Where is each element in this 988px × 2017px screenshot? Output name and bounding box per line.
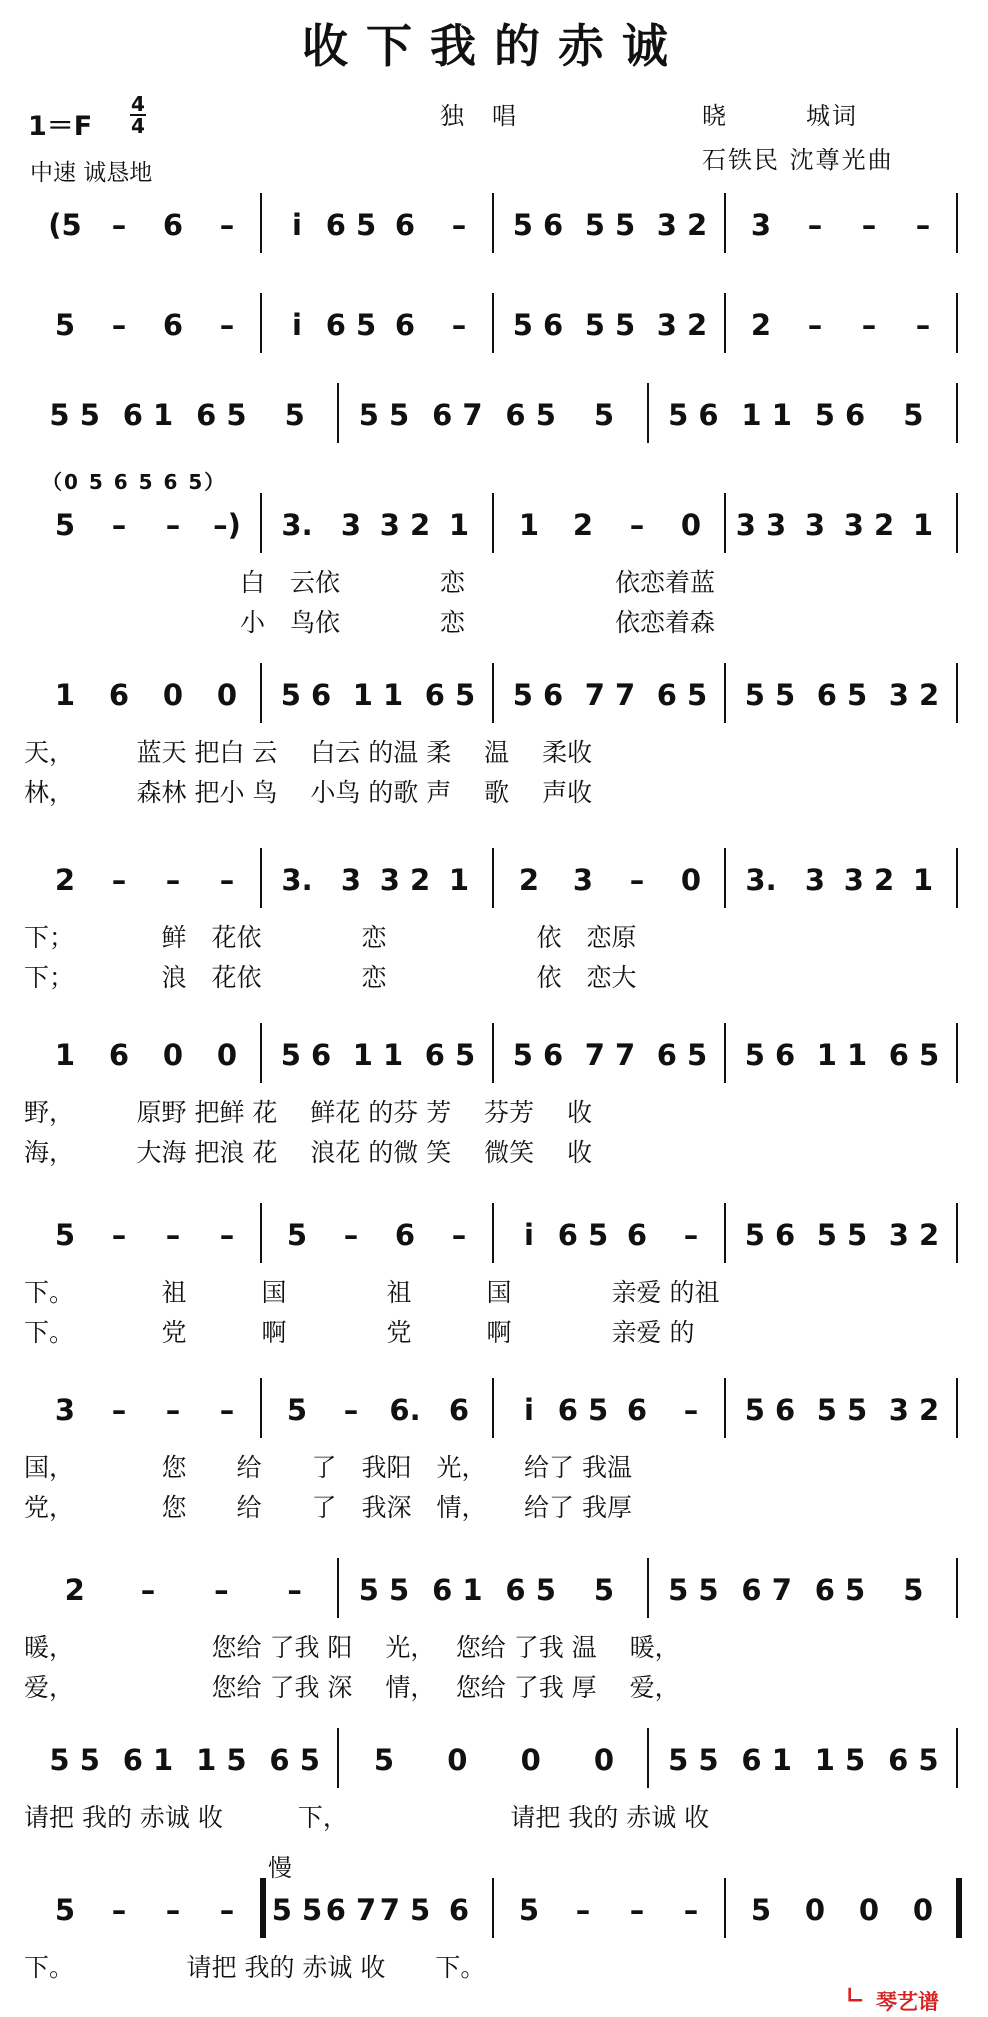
note: 5 6 [512, 208, 564, 242]
note: 6 5 [505, 398, 556, 432]
note: 3 2 [656, 208, 708, 242]
note: 3 2 [888, 1218, 940, 1252]
lyric-line: 暖， 您给 了我 阳 光， 您给 了我 温 暖， [24, 1633, 680, 1662]
lyric-line: 请把 我的 赤诚 收 下， 请把 我的 赤诚 收 [24, 1803, 710, 1832]
bar-line [492, 493, 494, 553]
bar-line [260, 1023, 262, 1083]
lyric-line: 下。 请把 我的 赤诚 收 下。 [24, 1953, 486, 1982]
meter-bottom: 4 [131, 114, 145, 138]
note: 0 [520, 1743, 541, 1777]
note: 5 6 [280, 1038, 332, 1072]
bar-line [492, 1023, 494, 1083]
note: 1 [54, 1038, 76, 1072]
lyric-line: 林， 森林 把小 鸟 小鸟 的歌 声 歌 声收 [24, 778, 593, 807]
bar-line [956, 193, 958, 253]
note-line [0, 1390, 988, 1450]
note: 1 5 [196, 1743, 247, 1777]
note: i [292, 308, 302, 342]
note-line [0, 205, 988, 265]
note: 3 2 [656, 308, 708, 342]
note: 1 1 [352, 678, 404, 712]
note: 3 [340, 863, 362, 897]
note: 5 6 [744, 1218, 796, 1252]
note: 0 [216, 678, 238, 712]
note: – [219, 1393, 235, 1427]
note: – [165, 1218, 181, 1252]
note: – [629, 863, 645, 897]
note: 6 [394, 208, 416, 242]
note: 5 5 [271, 1893, 323, 1927]
bar-line [647, 383, 649, 443]
song-title: 收下我的赤诚 [302, 19, 686, 73]
note: 3 2 [888, 678, 940, 712]
note: 5 [54, 1218, 76, 1252]
note: 3 [804, 508, 826, 542]
note: 5 [903, 1573, 924, 1607]
bar-line [956, 1023, 958, 1083]
note: 5 [518, 1893, 540, 1927]
lyric-line: 下。 祖 国 祖 国 亲爱 的祖 [24, 1278, 720, 1307]
note: 6 5 [505, 1573, 556, 1607]
note: 6 [108, 1038, 130, 1072]
note: 6 1 [741, 1743, 792, 1777]
note: 6 5 [269, 1743, 320, 1777]
bar-line [724, 193, 726, 253]
note: 3. [281, 863, 313, 897]
note-line [0, 1215, 988, 1275]
note: 2 [54, 863, 76, 897]
note: 5 6 [512, 308, 564, 342]
note: 7 7 [584, 678, 636, 712]
note: 6 [626, 1218, 648, 1252]
note: 6 1 [432, 1573, 483, 1607]
note: 6 [448, 1393, 470, 1427]
note: – [807, 208, 823, 242]
note: 5 [750, 1893, 772, 1927]
note: 3 [804, 863, 826, 897]
note: 3 2 [888, 1393, 940, 1427]
bar-line [724, 293, 726, 353]
note: – [111, 308, 127, 342]
note: 0 [216, 1038, 238, 1072]
note: 5 6 [668, 398, 719, 432]
note: – [451, 208, 467, 242]
note: 6 5 [325, 208, 377, 242]
lyricist-credit: 晓 城词 [702, 102, 858, 130]
note: 5 5 [584, 208, 636, 242]
bar-line [956, 1378, 958, 1438]
note: – [683, 1218, 699, 1252]
bar-line [956, 1203, 958, 1263]
note: 6 5 [557, 1218, 609, 1252]
note-line [0, 395, 988, 455]
note: 5 6 [814, 398, 866, 432]
note: 1 1 [741, 398, 792, 432]
composer-credit: 石铁民 沈尊光曲 [702, 146, 894, 174]
note: 6 7 [741, 1573, 792, 1607]
note: 5 [373, 1743, 395, 1777]
note: 6 [626, 1393, 648, 1427]
bar-line [956, 293, 958, 353]
bar-line [260, 1378, 262, 1438]
note: 7 5 [379, 1893, 431, 1927]
note: 5 [54, 1893, 76, 1927]
note: 0 [162, 1038, 184, 1072]
note: 3 [54, 1393, 76, 1427]
note: 6 5 [424, 678, 476, 712]
note: – [140, 1573, 156, 1607]
note-line [0, 1890, 988, 1950]
note: – [111, 1218, 127, 1252]
note: – [287, 1573, 302, 1607]
note: 1 [912, 863, 934, 897]
note: 6 5 [196, 398, 247, 432]
note: 3. [281, 508, 313, 542]
bar-line [724, 1203, 726, 1263]
note: 6 [394, 1218, 416, 1252]
note: i [292, 208, 302, 242]
bar-line [492, 193, 494, 253]
bar-line [260, 848, 262, 908]
note: 6 5 [656, 1038, 708, 1072]
note-line [0, 505, 988, 565]
note: 3 2 [379, 508, 431, 542]
note: 6 1 [122, 398, 174, 432]
note: – [915, 308, 931, 342]
meter-top: 4 [131, 92, 145, 116]
lyric-line: 白 云依 恋 依恋着蓝 [240, 568, 716, 597]
time-signature [130, 94, 146, 136]
bar-line [260, 663, 262, 723]
note: 3 [340, 508, 362, 542]
note: 2 [64, 1573, 85, 1607]
note: 0 [593, 1743, 615, 1777]
note: 6 7 [432, 398, 483, 432]
note: 5 5 [668, 1573, 719, 1607]
note: 6 [448, 1893, 470, 1927]
note: – [165, 508, 181, 542]
note: 2 [572, 508, 594, 542]
note: – [861, 308, 877, 342]
bar-line [260, 193, 262, 253]
bar-line [956, 493, 958, 553]
intro-hint: （0 5 6 5 6 5） [42, 470, 227, 494]
note: 6 1 [122, 1743, 174, 1777]
note: 6 5 [816, 678, 868, 712]
note-line [0, 1740, 988, 1800]
bar-line [492, 663, 494, 723]
performance-type: 独唱 [440, 102, 544, 130]
key-signature: 1＝F [28, 111, 93, 142]
note: 3 [750, 208, 772, 242]
note: 5 6 [744, 1038, 796, 1072]
bar-line [647, 1728, 649, 1788]
bar-line [260, 1878, 266, 1938]
note: 0 [912, 1893, 934, 1927]
note: – [807, 308, 823, 342]
note: 7 7 [584, 1038, 636, 1072]
note: 5 5 [744, 678, 796, 712]
note: 0 [447, 1743, 468, 1777]
note: i [524, 1218, 534, 1252]
note: 5 [593, 1573, 615, 1607]
bar-line [260, 293, 262, 353]
note: 6 5 [814, 1573, 866, 1607]
note: 5 [54, 308, 76, 342]
note: 1 5 [814, 1743, 866, 1777]
note: 6 5 [656, 678, 708, 712]
note: 6 [162, 308, 184, 342]
note: 5 5 [358, 398, 410, 432]
lyric-line: 海， 大海 把浪 花 浪花 的微 笑 微笑 收 [24, 1138, 593, 1167]
note: 2 [750, 308, 772, 342]
note: – [343, 1393, 359, 1427]
note: – [111, 1893, 127, 1927]
bar-line [724, 1878, 726, 1938]
note: –) [213, 508, 241, 542]
note: – [629, 508, 645, 542]
bar-line [724, 493, 726, 553]
note: 5 5 [49, 1743, 100, 1777]
note: 5 6 [280, 678, 332, 712]
note: i [524, 1393, 534, 1427]
lyric-line: 党， 您 给 了 我深 情， 给了 我厚 [24, 1493, 632, 1522]
bar-line [724, 1378, 726, 1438]
note: 1 [518, 508, 540, 542]
tempo-marking: 中速 诚恳地 [30, 160, 153, 186]
bar-line [492, 293, 494, 353]
note: 6 5 [325, 308, 377, 342]
lyric-line: 小 鸟依 恋 依恋着森 [240, 608, 716, 637]
bar-line [260, 1203, 262, 1263]
note: 6 7 [325, 1893, 377, 1927]
note: 5 5 [49, 398, 100, 432]
lyric-line: 野， 原野 把鲜 花 鲜花 的芬 芳 芬芳 收 [24, 1098, 593, 1127]
note: 1 1 [816, 1038, 868, 1072]
note: – [219, 1218, 235, 1252]
note: – [165, 1393, 181, 1427]
lyric-line: 天， 蓝天 把白 云 白云 的温 柔 温 柔收 [24, 738, 593, 767]
note: 5 5 [584, 308, 636, 342]
bar-line [260, 493, 262, 553]
note: 5 [593, 398, 615, 432]
note: – [219, 863, 235, 897]
note: – [343, 1218, 359, 1252]
note: 0 [858, 1893, 880, 1927]
bar-line [724, 1023, 726, 1083]
note: – [219, 1893, 235, 1927]
note: 0 [162, 678, 184, 712]
note: – [111, 208, 127, 242]
note: – [111, 863, 127, 897]
note: 3. [745, 863, 777, 897]
note: 6 5 [888, 1743, 939, 1777]
note: 6 [108, 678, 130, 712]
note: 3 2 [843, 508, 895, 542]
note: – [111, 508, 127, 542]
lyric-line: 下； 鲜 花依 恋 依 恋原 [24, 923, 637, 952]
note: – [683, 1893, 699, 1927]
watermark-logo: 琴艺谱 [876, 1990, 939, 2014]
note: (5 [48, 208, 82, 242]
note: 5 [54, 508, 76, 542]
note: 1 [448, 508, 470, 542]
note: 1 1 [352, 1038, 404, 1072]
bar-line [956, 383, 958, 443]
lyric-line: 下； 浪 花依 恋 依 恋大 [24, 963, 637, 992]
note: – [111, 1393, 127, 1427]
note: – [165, 1893, 181, 1927]
note: 5 5 [816, 1393, 868, 1427]
note-line [0, 1570, 988, 1630]
note: 6 [162, 208, 184, 242]
note: 3 3 [735, 508, 787, 542]
bar-line [492, 1878, 494, 1938]
lyric-line: 下。 党 啊 党 啊 亲爱 的 [24, 1318, 695, 1347]
note: 5 5 [816, 1218, 868, 1252]
bar-line [724, 663, 726, 723]
bar-line [956, 1728, 958, 1788]
note: – [214, 1573, 229, 1607]
note: 5 [284, 398, 305, 432]
note: 0 [680, 508, 702, 542]
bar-line [337, 1728, 339, 1788]
note: 5 [903, 398, 924, 432]
note: 5 [286, 1218, 308, 1252]
note: 5 6 [744, 1393, 796, 1427]
note: 3 2 [379, 863, 431, 897]
note: 1 [448, 863, 470, 897]
note: – [451, 308, 467, 342]
slow-marking: 慢 [268, 1854, 292, 1882]
note: – [451, 1218, 467, 1252]
bar-line [956, 1558, 958, 1618]
bar-line [492, 1203, 494, 1263]
note: 3 2 [843, 863, 895, 897]
bar-line [956, 848, 958, 908]
note: 6 5 [424, 1038, 476, 1072]
note: 2 [518, 863, 540, 897]
note: 6. [389, 1393, 421, 1427]
note: 6 5 [557, 1393, 609, 1427]
note: 5 6 [512, 1038, 564, 1072]
bar-line [492, 1378, 494, 1438]
note: – [683, 1393, 699, 1427]
note-line [0, 860, 988, 920]
note-line [0, 1035, 988, 1095]
note: 3 [572, 863, 594, 897]
note: – [219, 208, 235, 242]
note: 5 6 [512, 678, 564, 712]
note: 5 [286, 1393, 308, 1427]
bar-line [337, 1558, 339, 1618]
note: – [165, 863, 181, 897]
note: – [915, 208, 931, 242]
lyric-line: 国， 您 给 了 我阳 光， 给了 我温 [24, 1453, 632, 1482]
note: 1 [912, 508, 934, 542]
note-line [0, 675, 988, 735]
note: – [219, 308, 235, 342]
note: – [861, 208, 877, 242]
note: 6 5 [888, 1038, 940, 1072]
bar-line [492, 848, 494, 908]
bar-line [337, 383, 339, 443]
note: – [575, 1893, 591, 1927]
note: – [629, 1893, 645, 1927]
note: 5 5 [668, 1743, 719, 1777]
note: 5 5 [358, 1573, 410, 1607]
note: 0 [680, 863, 702, 897]
bar-line [956, 1878, 962, 1938]
note-line [0, 305, 988, 365]
note: 0 [804, 1893, 826, 1927]
watermark-icon: ∟ [846, 1984, 865, 2009]
bar-line [956, 663, 958, 723]
note: 6 [394, 308, 416, 342]
note: 1 [54, 678, 76, 712]
lyric-line: 爱， 您给 了我 深 情， 您给 了我 厚 爱， [24, 1673, 680, 1702]
bar-line [647, 1558, 649, 1618]
bar-line [724, 848, 726, 908]
